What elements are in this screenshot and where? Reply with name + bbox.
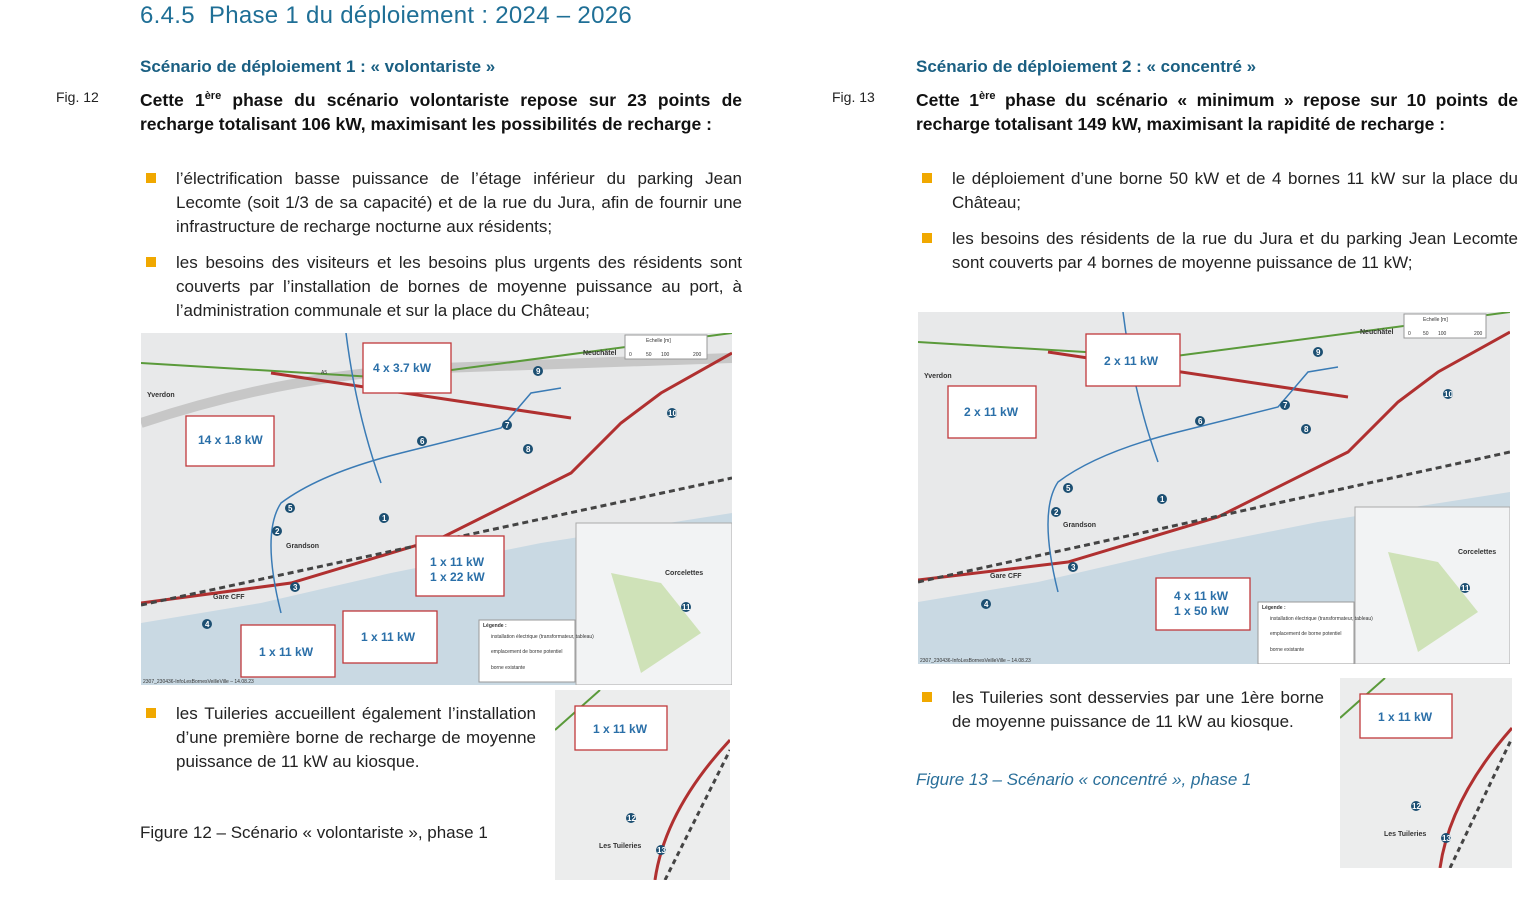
svg-text:Neuchâtel: Neuchâtel bbox=[583, 350, 617, 357]
callout-label: 1 x 11 kW bbox=[259, 645, 314, 659]
svg-text:11: 11 bbox=[682, 603, 691, 612]
svg-text:6: 6 bbox=[1198, 417, 1203, 426]
svg-text:installation électrique (trans: installation électrique (transformateur, tableau) bbox=[1270, 616, 1373, 622]
left-bullets bbox=[140, 167, 742, 335]
left-intro: Cette 1ère phase du scénario volontariste repose sur 23 points de recharge totalisant 106 kW, maximisant les possibilités de recharge : bbox=[140, 89, 743, 134]
right-fig-label: Fig. 13 bbox=[832, 89, 875, 105]
bullet-square-icon bbox=[922, 692, 932, 702]
bullet-item: les besoins des visiteurs et les besoins plus urgents des résidents sont couverts par l’installation de bornes de moyenne puissance au port, à l’administration communale et sur la place du Château; bbox=[140, 251, 742, 323]
callout-label: 1 x 11 kW bbox=[361, 630, 416, 644]
bullet-item: l’électrification basse puissance de l’étage inférieur du parking Jean Lecomte (soit 1/3 de sa capacité) et de la rue du Jura, afin de fournir une infrastructure de recharge nocturne aux résidents; bbox=[140, 167, 742, 239]
section-title: Phase 1 du déploiement : 2024 – 2026 bbox=[208, 2, 633, 29]
bullet-item: les Tuileries sont desservies par une 1ère borne de moyenne puissance de 11 kW au kiosque. bbox=[916, 686, 1324, 734]
inset-map-tuileries-2 bbox=[1340, 678, 1512, 868]
svg-text:0: 0 bbox=[1408, 331, 1411, 337]
svg-text:10: 10 bbox=[1444, 390, 1453, 399]
svg-text:13: 13 bbox=[657, 846, 666, 855]
svg-text:borne existante: borne existante bbox=[1270, 647, 1305, 653]
left-bullets-bottom bbox=[140, 702, 536, 786]
svg-text:0: 0 bbox=[629, 352, 632, 358]
svg-text:Corcelettes: Corcelettes bbox=[665, 570, 704, 577]
svg-text:2: 2 bbox=[275, 527, 280, 536]
svg-text:1 x 11 kW: 1 x 11 kW bbox=[593, 722, 648, 736]
inset-map-tuileries-1 bbox=[555, 690, 730, 880]
callout-label: 1 x 22 kW bbox=[430, 570, 485, 584]
svg-text:10: 10 bbox=[668, 409, 677, 418]
svg-text:200: 200 bbox=[1474, 331, 1483, 337]
callout-label: 14 x 1.8 kW bbox=[198, 433, 263, 447]
svg-text:50: 50 bbox=[1423, 331, 1429, 337]
svg-text:1: 1 bbox=[1160, 495, 1165, 504]
svg-text:Légende :: Légende : bbox=[1262, 605, 1286, 611]
bullet-item: le déploiement d’une borne 50 kW et de 4 bornes 11 kW sur la place du Château; bbox=[916, 167, 1518, 215]
svg-text:1 x 50 kW: 1 x 50 kW bbox=[1174, 604, 1229, 618]
bullet-square-icon bbox=[146, 173, 156, 183]
map-scenario-2 bbox=[918, 312, 1510, 664]
inset-graphic bbox=[1340, 678, 1512, 868]
svg-text:installation électrique (trans: installation électrique (transformateur, tableau) bbox=[491, 634, 594, 640]
bullet-square-icon bbox=[922, 233, 932, 243]
svg-text:Corcelettes: Corcelettes bbox=[1458, 549, 1497, 556]
section-heading bbox=[140, 2, 632, 30]
right-intro: Cette 1ère phase du scénario « minimum » repose sur 10 points de recharge totalisant 149 kW, maximisant la rapidité de recharge : bbox=[916, 89, 1518, 134]
svg-text:A5: A5 bbox=[321, 370, 328, 376]
bullet-item: les besoins des résidents de la rue du Jura et du parking Jean Lecomte sont couverts par 4 bornes de moyenne puissance de 11 kW; bbox=[916, 227, 1518, 275]
svg-text:6: 6 bbox=[420, 437, 425, 446]
svg-text:Yverdon: Yverdon bbox=[924, 373, 952, 380]
svg-text:9: 9 bbox=[536, 367, 541, 376]
svg-text:8: 8 bbox=[1304, 425, 1309, 434]
right-bullets bbox=[916, 167, 1518, 287]
bullet-square-icon bbox=[146, 257, 156, 267]
svg-text:2: 2 bbox=[1054, 508, 1059, 517]
svg-text:13: 13 bbox=[1442, 834, 1451, 843]
svg-text:3: 3 bbox=[293, 583, 298, 592]
svg-text:11: 11 bbox=[1461, 584, 1470, 593]
right-bullets-bottom bbox=[916, 686, 1324, 746]
right-figure-caption: Figure 13 – Scénario « concentré », phase 1 bbox=[916, 770, 1252, 789]
left-subheading: Scénario de déploiement 1 : « volontariste » bbox=[140, 57, 496, 76]
svg-text:Echelle [m]: Echelle [m] bbox=[646, 338, 671, 344]
svg-text:Grandson: Grandson bbox=[286, 543, 320, 550]
section-number: 6.4.5 bbox=[140, 2, 195, 29]
svg-text:12: 12 bbox=[627, 814, 636, 823]
left-figure-caption: Figure 12 – Scénario « volontariste », phase 1 bbox=[140, 823, 488, 842]
map-graphic bbox=[918, 312, 1510, 664]
svg-text:4 x 11 kW: 4 x 11 kW bbox=[1174, 589, 1229, 603]
svg-text:5: 5 bbox=[288, 504, 293, 513]
right-subheading: Scénario de déploiement 2 : « concentré » bbox=[916, 57, 1257, 76]
svg-text:8: 8 bbox=[526, 445, 531, 454]
svg-text:Echelle [m]: Echelle [m] bbox=[1423, 317, 1448, 323]
svg-text:Neuchâtel: Neuchâtel bbox=[1360, 329, 1394, 336]
callout-label: 4 x 3.7 kW bbox=[373, 361, 432, 375]
svg-text:100: 100 bbox=[1438, 331, 1447, 337]
svg-text:200: 200 bbox=[693, 352, 702, 358]
left-fig-label: Fig. 12 bbox=[56, 89, 99, 105]
inset-graphic bbox=[555, 690, 730, 880]
map-graphic bbox=[141, 333, 732, 685]
svg-text:12: 12 bbox=[1412, 802, 1421, 811]
svg-text:1: 1 bbox=[382, 514, 387, 523]
svg-text:50: 50 bbox=[646, 352, 652, 358]
bullet-square-icon bbox=[922, 173, 932, 183]
svg-text:4: 4 bbox=[984, 600, 989, 609]
svg-text:3: 3 bbox=[1071, 563, 1076, 572]
svg-text:Gare CFF: Gare CFF bbox=[990, 573, 1022, 580]
svg-text:emplacement de borne potentiel: emplacement de borne potentiel bbox=[491, 649, 563, 655]
svg-text:7: 7 bbox=[1283, 401, 1288, 410]
svg-text:7: 7 bbox=[505, 421, 510, 430]
bullet-item: les Tuileries accueillent également l’installation d’une première borne de recharge de moyenne puissance de 11 kW au kiosque. bbox=[140, 702, 536, 774]
svg-text:100: 100 bbox=[661, 352, 670, 358]
svg-text:emplacement de borne potentiel: emplacement de borne potentiel bbox=[1270, 631, 1342, 637]
svg-text:1 x 11 kW: 1 x 11 kW bbox=[1378, 710, 1433, 724]
svg-text:5: 5 bbox=[1066, 484, 1071, 493]
svg-text:Grandson: Grandson bbox=[1063, 522, 1097, 529]
svg-text:2307_230436-InfoLesBornesVeill: 2307_230436-InfoLesBornesVeilleVille – 14.08.23 bbox=[920, 658, 1031, 664]
svg-text:Yverdon: Yverdon bbox=[147, 392, 175, 399]
svg-text:Légende :: Légende : bbox=[483, 623, 507, 629]
svg-text:9: 9 bbox=[1316, 348, 1321, 357]
bullet-square-icon bbox=[146, 708, 156, 718]
map-scenario-1 bbox=[141, 333, 732, 685]
svg-text:2 x 11 kW: 2 x 11 kW bbox=[1104, 354, 1159, 368]
svg-text:Gare CFF: Gare CFF bbox=[213, 594, 245, 601]
svg-text:Les Tuileries: Les Tuileries bbox=[599, 843, 642, 850]
svg-text:2307_230436-InfoLesBornesVeill: 2307_230436-InfoLesBornesVeilleVille – 14.08.23 bbox=[143, 679, 254, 685]
svg-text:4: 4 bbox=[205, 620, 210, 629]
svg-text:Les Tuileries: Les Tuileries bbox=[1384, 831, 1427, 838]
callout-label: 1 x 11 kW bbox=[430, 555, 485, 569]
svg-text:borne existante: borne existante bbox=[491, 665, 526, 671]
svg-text:2 x 11 kW: 2 x 11 kW bbox=[964, 405, 1019, 419]
